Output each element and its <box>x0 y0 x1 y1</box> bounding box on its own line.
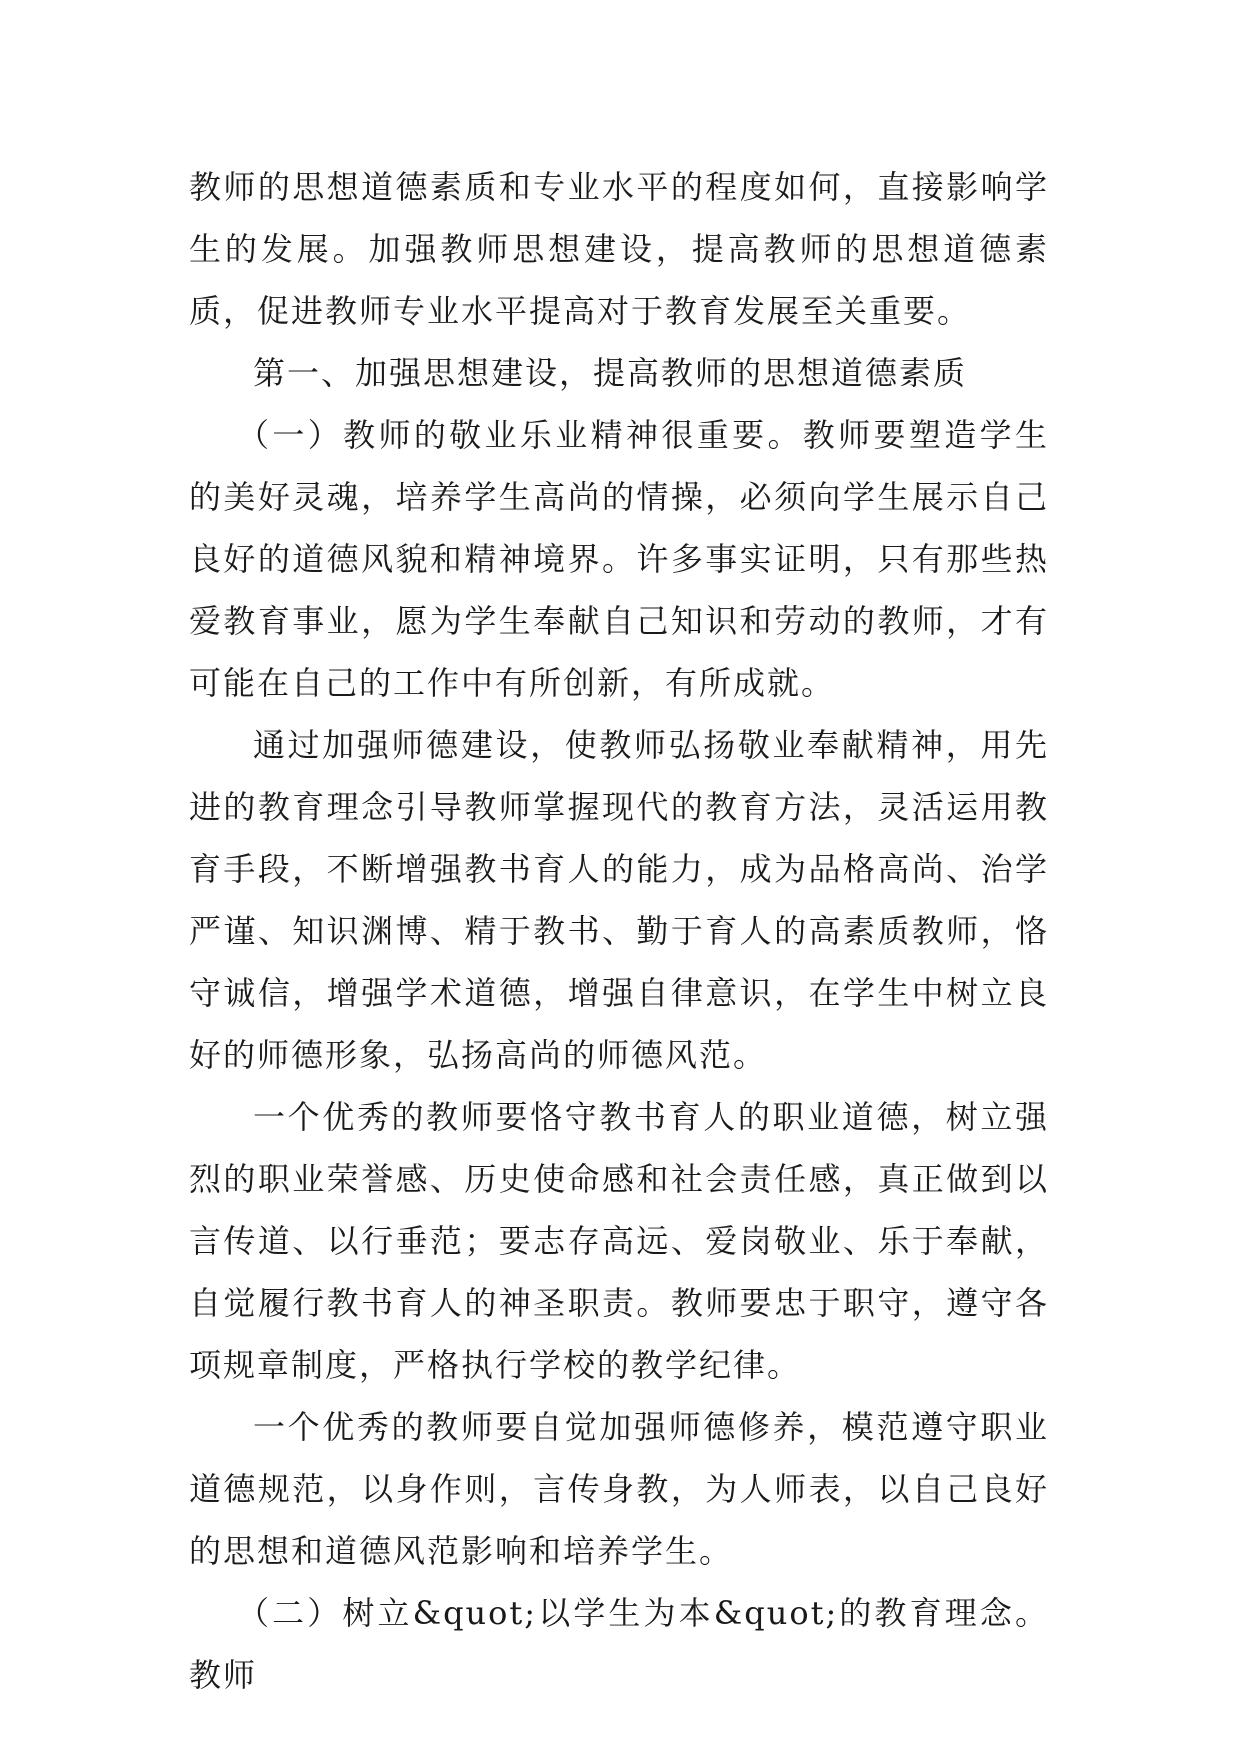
subsection-paragraph-1: （一）教师的敬业乐业精神很重要。教师要塑造学生的美好灵魂，培养学生高尚的情操，必须向学生展示自己良好的道德风貌和精神境界。许多事实证明，只有那些热爱教育事业，愿为学生奉献自己知识和劳动的教师，才有可能在自己的工作中有所创新，有所成就。 <box>189 416 1049 702</box>
paragraph-excellent-teacher-1: 一个优秀的教师要恪守教书育人的职业道德，树立强烈的职业荣誉感、历史使命感和社会责任感，真正做到以言传道、以行垂范；要志存高远、爱岗敬业、乐于奉献，自觉履行教书育人的神圣职责。教师要忠于职守，遵守各项规章制度，严格执行学校的教学纪律。 <box>189 1098 1049 1384</box>
document-body <box>189 156 1049 1706</box>
subsection-paragraph-2: （二）树立&quot;以学生为本&quot;的教育理念。教师 <box>189 1594 1049 1694</box>
paragraph-ethics-building: 通过加强师德建设，使教师弘扬敬业奉献精神，用先进的教育理念引导教师掌握现代的教育方法，灵活运用教育手段，不断增强教书育人的能力，成为品格高尚、治学严谨、知识渊博、精于教书、勤于育人的高素质教师，恪守诚信，增强学术道德，增强自律意识，在学生中树立良好的师德形象，弘扬高尚的师德风范。 <box>189 726 1049 1074</box>
paragraph-excellent-teacher-2: 一个优秀的教师要自觉加强师德修养，模范遵守职业道德规范，以身作则，言传身教，为人师表，以自己良好的思想和道德风范影响和培养学生。 <box>189 1408 1049 1570</box>
section-heading: 第一、加强思想建设，提高教师的思想道德素质 <box>253 354 968 392</box>
paragraph-intro: 教师的思想道德素质和专业水平的程度如何，直接影响学生的发展。加强教师思想建设，提高教师的思想道德素质，促进教师专业水平提高对于教育发展至关重要。 <box>189 168 1049 330</box>
